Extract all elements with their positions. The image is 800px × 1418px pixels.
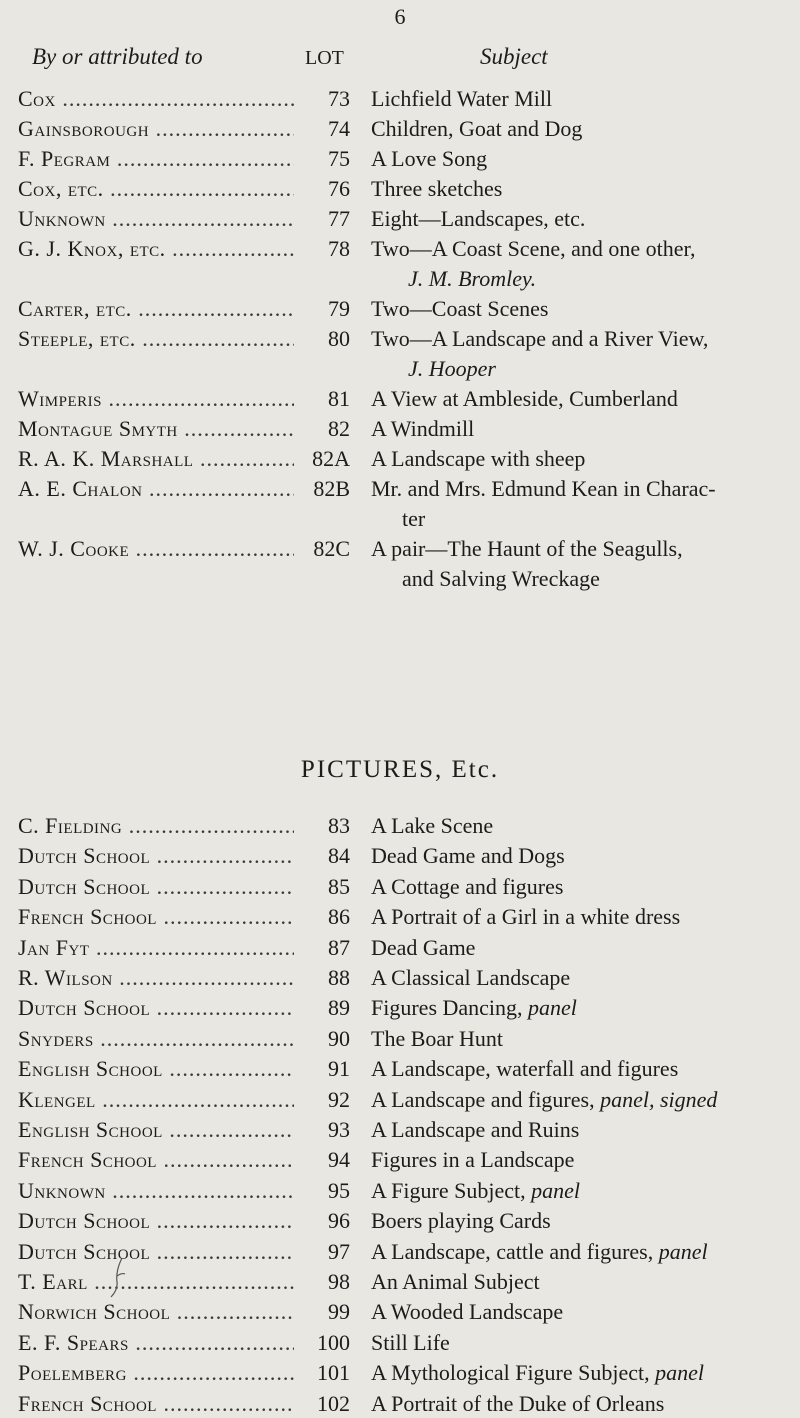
lot-number: 89 [328,995,350,1021]
artist-name: Steeple, etc. ..... [18,325,294,353]
subject-text: The Boar Hunt [371,1025,503,1051]
section-title: PICTURES, Etc. [300,756,500,783]
subject-text: Two—Coast Scenes [371,296,549,321]
header-artist: By or attributed to [32,44,203,69]
subject-text [371,1359,791,1387]
subject-text: Children, Goat and Dog [371,116,583,141]
lot-number: 96 [328,1208,350,1234]
lot-number: 80 [328,326,350,351]
subject-text: Dead Game and Dogs [371,843,565,869]
artist-name: Dutch School ..... [18,1207,294,1235]
subject-note: panel [531,1177,580,1203]
catalogue-row-continuation [0,265,800,293]
subject-main: A Figure Subject, [371,1177,532,1203]
artist-name: A. E. Chalon ..... [18,475,294,503]
subject-text: A Wooded Landscape [371,1299,564,1325]
subject-text [371,1086,791,1114]
lot-number: 73 [328,86,350,111]
lot-number: 84 [328,843,350,869]
catalogue-row [0,1390,800,1418]
subject-continuation: J. M. Bromley. [408,266,537,291]
lot-number: 75 [328,146,350,171]
lot-number: 102 [317,1390,350,1416]
lot-number: 91 [328,1056,350,1082]
subject-text: Still Life [371,1329,450,1355]
subject-text: A Portrait of the Duke of Orleans [371,1390,665,1416]
lot-number: 98 [328,1269,350,1294]
catalogue-row [0,295,800,323]
catalogue-row [0,205,800,233]
artist-name: Norwich School ..... [18,1298,294,1326]
subject-text: A pair—The Haunt of the Seagulls, [371,536,683,561]
catalogue-row [0,175,800,203]
lot-number: 88 [328,965,350,990]
artist-name: French School ..... [18,1390,294,1418]
catalogue-row [0,415,800,443]
subject-text: Two—A Coast Scene, and one other, [371,236,696,261]
subject-note: panel [528,995,577,1021]
lot-number: 79 [328,296,350,321]
lot-number: 92 [328,1086,350,1112]
artist-name: Unknown ..... [18,1177,294,1205]
subject-continuation: and Salving Wreckage [402,566,600,591]
subject-text: A Love Song [371,146,488,171]
subject-note: panel [655,1360,705,1386]
catalogue-row [0,535,800,563]
subject-text: A Lake Scene [371,813,494,838]
artist-name: English School ..... [18,1055,294,1083]
subject-text: A Windmill [371,416,475,441]
page-number: 6 [394,4,406,29]
catalogue-row [0,115,800,143]
catalogue-row [0,235,800,263]
artist-name: Jan Fyt ..... [18,934,294,962]
catalogue-row [0,1055,800,1083]
subject-text: A View at Ambleside, Cumberland [371,386,678,411]
subject-text: A Portrait of a Girl in a white dress [371,904,681,930]
catalogue-row [0,385,800,413]
artist-name: R. A. K. Marshall ..... [18,445,294,473]
subject-main: Figures Dancing, [371,995,529,1021]
artist-name: Dutch School ..... [18,1238,294,1266]
subject-text [371,1177,791,1205]
lot-number: 94 [328,1147,350,1173]
subject-main: A Landscape and figures, [371,1086,601,1112]
lot-number: 101 [317,1360,350,1386]
artist-name: Dutch School ..... [18,994,294,1022]
subject-note: panel [658,1238,708,1264]
subject-text: A Cottage and figures [371,873,564,899]
lot-number: 81 [328,386,350,411]
catalogue-row-continuation [0,565,800,593]
lot-number: 83 [328,813,350,838]
lot-number: 74 [328,116,350,141]
artist-name: Klengel ..... [18,1086,294,1114]
subject-text: Three sketches [371,176,503,201]
subject-text: A Classical Landscape [371,965,571,990]
subject-text: Boers playing Cards [371,1208,551,1234]
lot-number: 97 [328,1238,350,1264]
lot-number: 78 [328,236,350,261]
catalogue-row [0,812,800,840]
artist-name: Snyders ..... [18,1025,294,1053]
artist-name: T. Earl ..... [18,1268,294,1296]
artist-name: Gainsborough ..... [18,115,294,143]
artist-name: Cox, etc. ..... [18,175,294,203]
subject-note: panel, signed [600,1086,718,1112]
lot-number: 90 [328,1025,350,1051]
artist-name: Unknown ..... [18,205,294,233]
catalogue-row [0,842,800,870]
catalogue-row [0,1207,800,1235]
subject-main: A Landscape, cattle and figures, [371,1238,659,1264]
lot-number: 82A [312,446,350,471]
catalogue-row [0,873,800,901]
lot-number: 95 [328,1177,350,1203]
artist-name: Wimperis ..... [18,385,294,413]
subject-text: A Landscape with sheep [371,446,586,471]
subject-text: Figures in a Landscape [371,1147,575,1173]
artist-name: C. Fielding ..... [18,812,294,840]
catalogue-row [0,1298,800,1326]
header-subject: Subject [480,44,548,69]
catalogue-row [0,445,800,473]
artist-name: R. Wilson ..... [18,964,294,992]
artist-name: W. J. Cooke ..... [18,535,294,563]
subject-text: Dead Game [371,934,476,960]
lot-number: 93 [328,1117,350,1142]
subject-main: A Mythological Figure Subject, [371,1360,656,1386]
lot-number: 77 [328,206,350,231]
artist-name: French School ..... [18,903,294,931]
artist-name: Dutch School ..... [18,873,294,901]
artist-name: E. F. Spears ..... [18,1329,294,1357]
artist-name: Montague Smyth ..... [18,415,294,443]
catalogue-row [0,1025,800,1053]
pencil-mark [108,1256,128,1298]
artist-name: Poelemberg ..... [18,1359,294,1387]
artist-name: Cox ..... [18,85,294,113]
catalogue-row [0,1177,800,1205]
subject-text [371,994,791,1022]
artist-name: Carter, etc. ..... [18,295,294,323]
artist-name: Dutch School ..... [18,842,294,870]
catalogue-row [0,1146,800,1174]
subject-continuation: ter [402,506,426,531]
artist-name: English School ..... [18,1116,294,1144]
catalogue-row [0,934,800,962]
subject-text: A Landscape, waterfall and figures [371,1056,679,1082]
catalogue-row [0,1086,800,1114]
catalogue-row [0,1116,800,1144]
subject-text: A Landscape and Ruins [371,1117,580,1142]
lot-number: 82C [313,536,350,561]
catalogue-row [0,145,800,173]
lot-number: 100 [317,1329,350,1355]
catalogue-row [0,475,800,503]
catalogue-row [0,964,800,992]
subject-text: Mr. and Mrs. Edmund Kean in Charac- [371,476,716,501]
subject-text: Lichfield Water Mill [371,86,553,111]
catalogue-row [0,903,800,931]
catalogue-row [0,325,800,353]
artist-name: G. J. Knox, etc. ..... [18,235,294,263]
subject-text [371,1238,791,1266]
catalogue-row [0,85,800,113]
lot-number: 85 [328,873,350,899]
catalogue-row [0,1329,800,1357]
lot-number: 99 [328,1299,350,1325]
catalogue-row [0,1359,800,1387]
lot-number: 76 [328,176,350,201]
subject-continuation: J. Hooper [408,356,496,381]
lot-number: 82B [313,476,350,501]
artist-name: French School ..... [18,1146,294,1174]
subject-text: Two—A Landscape and a River View, [371,326,709,351]
catalogue-row-continuation [0,505,800,533]
subject-text: Eight—Landscapes, etc. [371,206,586,231]
lot-number: 86 [328,904,350,930]
lot-number: 82 [328,416,350,441]
catalogue-row [0,994,800,1022]
catalogue-row-continuation [0,355,800,383]
subject-text: An Animal Subject [371,1269,540,1294]
lot-number: 87 [328,934,350,960]
artist-name: F. Pegram ..... [18,145,294,173]
header-lot: LOT [305,47,344,69]
